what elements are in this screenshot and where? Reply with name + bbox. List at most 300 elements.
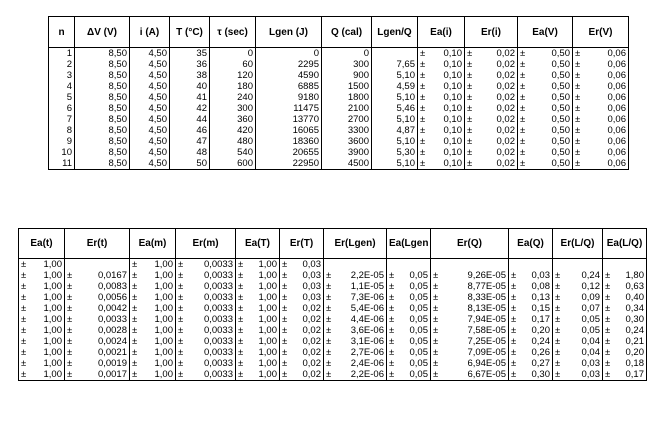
- table-cell: 60: [210, 59, 256, 70]
- cell-value: 0,03: [581, 358, 600, 369]
- table-cell: [509, 270, 553, 281]
- table-cell: [387, 347, 431, 358]
- column-header: Ea(Q): [509, 229, 553, 259]
- column-header: Ea(V): [518, 17, 573, 48]
- table-cell: [573, 92, 629, 103]
- cell-value: 0,02: [496, 125, 515, 136]
- cell-value: 0,06: [607, 81, 626, 92]
- cell-value: 0,02: [496, 114, 515, 125]
- table-cell: [19, 325, 65, 336]
- table-cell: [280, 314, 324, 325]
- plus-minus-sign: ±: [389, 281, 395, 292]
- plus-minus-sign: ±: [326, 358, 332, 369]
- plus-minus-sign: ±: [282, 292, 288, 303]
- table-row: [19, 292, 647, 303]
- cell-value: 0,50: [551, 147, 570, 158]
- plus-minus-sign: ±: [555, 292, 561, 303]
- cell-value: 0,50: [551, 103, 570, 114]
- plus-minus-sign: ±: [132, 325, 138, 336]
- cell-value: 1,00: [258, 259, 277, 270]
- table-cell: 8: [49, 125, 75, 136]
- cell-value: 2,7E-06: [350, 347, 384, 358]
- table-row: [19, 369, 647, 381]
- table-cell: [65, 325, 130, 336]
- table-cell: 38: [170, 70, 210, 81]
- table-cell: [518, 147, 573, 158]
- column-header: Ea(i): [418, 17, 465, 48]
- table-cell: [573, 59, 629, 70]
- table-cell: 44: [170, 114, 210, 125]
- cell-value: 1,00: [154, 358, 173, 369]
- column-header: Lgen (J): [256, 17, 322, 48]
- cell-value: 0,0033: [203, 292, 233, 303]
- plus-minus-sign: ±: [555, 369, 561, 380]
- table-cell: [324, 259, 387, 271]
- column-header: T (°C): [170, 17, 210, 48]
- table-row: [49, 147, 629, 158]
- table-cell: 8,50: [75, 103, 130, 114]
- plus-minus-sign: ±: [433, 292, 439, 303]
- cell-value: 1,00: [258, 325, 277, 336]
- table-row: [49, 103, 629, 114]
- cell-value: 0,10: [443, 92, 462, 103]
- table-cell: [176, 292, 236, 303]
- cell-value: 0,0042: [97, 303, 127, 314]
- cell-value: 0,02: [496, 103, 515, 114]
- column-header: Er(Q): [431, 229, 509, 259]
- column-header: Lgen/Q: [372, 17, 418, 48]
- column-header: n: [49, 17, 75, 48]
- table-cell: [130, 358, 176, 369]
- table-cell: 4,50: [130, 59, 170, 70]
- table-cell: 1: [49, 48, 75, 60]
- plus-minus-sign: ±: [389, 292, 395, 303]
- table2-header-row: [19, 229, 647, 259]
- cell-value: 0,0017: [97, 369, 127, 380]
- cell-value: 1,00: [154, 369, 173, 380]
- table-cell: [236, 281, 280, 292]
- cell-value: 0,50: [551, 125, 570, 136]
- cell-value: 0,02: [496, 48, 515, 59]
- table-cell: [19, 336, 65, 347]
- cell-value: 1,00: [43, 259, 62, 270]
- plus-minus-sign: ±: [420, 125, 426, 136]
- table-cell: [280, 303, 324, 314]
- cell-value: 2,2E-05: [350, 270, 384, 281]
- plus-minus-sign: ±: [21, 281, 27, 292]
- cell-value: 1,00: [43, 336, 62, 347]
- plus-minus-sign: ±: [21, 270, 27, 281]
- table-cell: [553, 358, 603, 369]
- plus-minus-sign: ±: [132, 292, 138, 303]
- cell-value: 1,00: [154, 259, 173, 270]
- cell-value: 0,17: [531, 314, 550, 325]
- plus-minus-sign: ±: [605, 369, 611, 380]
- cell-value: 1,00: [258, 358, 277, 369]
- table-row: [49, 158, 629, 170]
- table-cell: [324, 336, 387, 347]
- table-cell: [603, 281, 647, 292]
- table-cell: [431, 303, 509, 314]
- cell-value: 8,33E-05: [467, 292, 506, 303]
- table-cell: [431, 336, 509, 347]
- plus-minus-sign: ±: [467, 147, 473, 158]
- cell-value: 0,03: [581, 369, 600, 380]
- table-cell: [553, 336, 603, 347]
- table-cell: [509, 347, 553, 358]
- cell-value: 0,03: [302, 292, 321, 303]
- plus-minus-sign: ±: [520, 147, 526, 158]
- plus-minus-sign: ±: [178, 347, 184, 358]
- cell-value: 1,1E-05: [350, 281, 384, 292]
- table-cell: [465, 125, 518, 136]
- plus-minus-sign: ±: [433, 347, 439, 358]
- plus-minus-sign: ±: [389, 347, 395, 358]
- table-cell: [553, 303, 603, 314]
- table-cell: 4,50: [130, 70, 170, 81]
- table-cell: [553, 281, 603, 292]
- table-cell: [553, 325, 603, 336]
- plus-minus-sign: ±: [178, 314, 184, 325]
- cell-value: 0,27: [531, 358, 550, 369]
- table-cell: [130, 369, 176, 381]
- cell-value: 0,50: [551, 158, 570, 169]
- cell-value: 4,4E-06: [350, 314, 384, 325]
- plus-minus-sign: ±: [511, 270, 517, 281]
- cell-value: 0,05: [581, 325, 600, 336]
- cell-value: 0,50: [551, 81, 570, 92]
- plus-minus-sign: ±: [282, 281, 288, 292]
- plus-minus-sign: ±: [605, 358, 611, 369]
- cell-value: 0,02: [496, 70, 515, 81]
- cell-value: 6,67E-05: [467, 369, 506, 380]
- measurements-table: [48, 16, 629, 170]
- cell-value: 0,02: [496, 136, 515, 147]
- cell-value: 1,00: [258, 369, 277, 380]
- table-cell: [573, 48, 629, 60]
- table-cell: 0: [210, 48, 256, 60]
- table-cell: 480: [210, 136, 256, 147]
- plus-minus-sign: ±: [520, 136, 526, 147]
- table-cell: [553, 369, 603, 381]
- cell-value: 0,03: [302, 259, 321, 270]
- cell-value: 0,02: [302, 369, 321, 380]
- table-cell: [465, 92, 518, 103]
- cell-value: 1,00: [43, 303, 62, 314]
- table-cell: 1800: [322, 92, 372, 103]
- table-cell: [130, 347, 176, 358]
- table-cell: [573, 136, 629, 147]
- table-row: [49, 70, 629, 81]
- plus-minus-sign: ±: [282, 259, 288, 270]
- cell-value: 0,10: [443, 125, 462, 136]
- plus-minus-sign: ±: [178, 336, 184, 347]
- plus-minus-sign: ±: [467, 125, 473, 136]
- plus-minus-sign: ±: [605, 281, 611, 292]
- table-cell: [518, 136, 573, 147]
- plus-minus-sign: ±: [389, 369, 395, 380]
- cell-value: 0,0033: [203, 314, 233, 325]
- table-cell: [603, 325, 647, 336]
- table-cell: [324, 325, 387, 336]
- table-cell: 16065: [256, 125, 322, 136]
- cell-value: 1,80: [625, 270, 644, 281]
- cell-value: 0,05: [409, 292, 428, 303]
- cell-value: 2,2E-06: [350, 369, 384, 380]
- table-cell: 4,50: [130, 136, 170, 147]
- cell-value: 1,00: [154, 347, 173, 358]
- table-cell: 36: [170, 59, 210, 70]
- table-cell: [573, 81, 629, 92]
- cell-value: 0,50: [551, 92, 570, 103]
- column-header: Er(V): [573, 17, 629, 48]
- plus-minus-sign: ±: [21, 369, 27, 380]
- cell-value: 0,06: [607, 92, 626, 103]
- column-header: Ea(Lgen: [387, 229, 431, 259]
- table-cell: 7: [49, 114, 75, 125]
- table-cell: 47: [170, 136, 210, 147]
- cell-value: 0,05: [409, 281, 428, 292]
- table-cell: [176, 347, 236, 358]
- table-cell: 8,50: [75, 48, 130, 60]
- table-cell: [553, 347, 603, 358]
- table-cell: [176, 281, 236, 292]
- plus-minus-sign: ±: [326, 325, 332, 336]
- table-cell: 7,65: [372, 59, 418, 70]
- plus-minus-sign: ±: [575, 147, 581, 158]
- plus-minus-sign: ±: [511, 325, 517, 336]
- table-cell: 8,50: [75, 158, 130, 170]
- table-cell: [280, 270, 324, 281]
- table-row: [49, 92, 629, 103]
- table-cell: [280, 347, 324, 358]
- cell-value: 1,00: [43, 347, 62, 358]
- plus-minus-sign: ±: [555, 303, 561, 314]
- plus-minus-sign: ±: [132, 314, 138, 325]
- table-cell: [431, 347, 509, 358]
- plus-minus-sign: ±: [575, 59, 581, 70]
- plus-minus-sign: ±: [178, 358, 184, 369]
- table-cell: [509, 336, 553, 347]
- plus-minus-sign: ±: [467, 81, 473, 92]
- table-cell: [324, 270, 387, 281]
- table-cell: 540: [210, 147, 256, 158]
- table1-header-row: [49, 17, 629, 48]
- table-cell: 4,59: [372, 81, 418, 92]
- table-cell: 8,50: [75, 114, 130, 125]
- cell-value: 0,40: [625, 292, 644, 303]
- table-cell: [130, 314, 176, 325]
- plus-minus-sign: ±: [21, 259, 27, 270]
- table-cell: 9180: [256, 92, 322, 103]
- cell-value: 0,02: [496, 147, 515, 158]
- cell-value: 0,08: [531, 281, 550, 292]
- plus-minus-sign: ±: [420, 103, 426, 114]
- cell-value: 0,24: [581, 270, 600, 281]
- table-cell: 8,50: [75, 70, 130, 81]
- table-cell: [418, 158, 465, 170]
- plus-minus-sign: ±: [67, 369, 73, 380]
- plus-minus-sign: ±: [575, 92, 581, 103]
- table-cell: 2100: [322, 103, 372, 114]
- table-row: [49, 136, 629, 147]
- plus-minus-sign: ±: [238, 259, 244, 270]
- cell-value: 1,00: [43, 314, 62, 325]
- cell-value: 0,0167: [97, 270, 127, 281]
- cell-value: 0,06: [607, 70, 626, 81]
- cell-value: 3,6E-06: [350, 325, 384, 336]
- cell-value: 1,00: [154, 281, 173, 292]
- table-cell: [176, 259, 236, 271]
- table-cell: [431, 369, 509, 381]
- table-cell: [236, 369, 280, 381]
- table-cell: [509, 369, 553, 381]
- plus-minus-sign: ±: [511, 369, 517, 380]
- table-cell: 4500: [322, 158, 372, 170]
- table-cell: [573, 103, 629, 114]
- table-cell: [518, 92, 573, 103]
- table-cell: [65, 281, 130, 292]
- cell-value: 0,05: [409, 314, 428, 325]
- plus-minus-sign: ±: [433, 281, 439, 292]
- table-cell: 10: [49, 147, 75, 158]
- cell-value: 0,03: [302, 270, 321, 281]
- table-cell: [418, 114, 465, 125]
- column-header: τ (sec): [210, 17, 256, 48]
- table-cell: [19, 270, 65, 281]
- cell-value: 0,20: [531, 325, 550, 336]
- plus-minus-sign: ±: [326, 347, 332, 358]
- table-row: [19, 270, 647, 281]
- cell-value: 7,09E-05: [467, 347, 506, 358]
- plus-minus-sign: ±: [326, 314, 332, 325]
- plus-minus-sign: ±: [389, 325, 395, 336]
- cell-value: 0,12: [581, 281, 600, 292]
- column-header: Er(m): [176, 229, 236, 259]
- table-cell: 3600: [322, 136, 372, 147]
- table-cell: [176, 336, 236, 347]
- plus-minus-sign: ±: [282, 314, 288, 325]
- plus-minus-sign: ±: [21, 325, 27, 336]
- table-cell: [431, 314, 509, 325]
- table-cell: [573, 125, 629, 136]
- cell-value: 0,04: [581, 347, 600, 358]
- table-cell: 300: [322, 59, 372, 70]
- cell-value: 0,50: [551, 136, 570, 147]
- cell-value: 0,02: [302, 303, 321, 314]
- cell-value: 0,0033: [203, 270, 233, 281]
- table-cell: [518, 158, 573, 170]
- table-cell: [573, 158, 629, 170]
- column-header: Er(L/Q): [553, 229, 603, 259]
- table-cell: 5: [49, 92, 75, 103]
- table-cell: [603, 358, 647, 369]
- cell-value: 1,00: [154, 314, 173, 325]
- table-cell: [176, 314, 236, 325]
- plus-minus-sign: ±: [520, 125, 526, 136]
- plus-minus-sign: ±: [605, 292, 611, 303]
- table-cell: 4,50: [130, 92, 170, 103]
- table-cell: [65, 292, 130, 303]
- table-cell: [65, 259, 130, 271]
- table-cell: 5,10: [372, 70, 418, 81]
- plus-minus-sign: ±: [67, 336, 73, 347]
- cell-value: 0,10: [443, 158, 462, 169]
- table-cell: 42: [170, 103, 210, 114]
- table-cell: 420: [210, 125, 256, 136]
- table-row: [49, 125, 629, 136]
- plus-minus-sign: ±: [132, 369, 138, 380]
- table-cell: [387, 314, 431, 325]
- cell-value: 7,58E-05: [467, 325, 506, 336]
- plus-minus-sign: ±: [555, 270, 561, 281]
- table-cell: 4: [49, 81, 75, 92]
- plus-minus-sign: ±: [420, 158, 426, 169]
- table-row: [19, 303, 647, 314]
- table-cell: [465, 136, 518, 147]
- plus-minus-sign: ±: [555, 336, 561, 347]
- table-cell: [176, 325, 236, 336]
- plus-minus-sign: ±: [511, 336, 517, 347]
- table-cell: 240: [210, 92, 256, 103]
- table-cell: [130, 292, 176, 303]
- table-cell: [65, 358, 130, 369]
- table-cell: [236, 358, 280, 369]
- table-cell: 600: [210, 158, 256, 170]
- table-cell: [130, 325, 176, 336]
- cell-value: 0,03: [302, 281, 321, 292]
- table-cell: [431, 259, 509, 271]
- plus-minus-sign: ±: [282, 270, 288, 281]
- plus-minus-sign: ±: [555, 281, 561, 292]
- plus-minus-sign: ±: [178, 281, 184, 292]
- cell-value: 0,09: [581, 292, 600, 303]
- cell-value: 1,00: [43, 369, 62, 380]
- cell-value: 0,10: [443, 81, 462, 92]
- plus-minus-sign: ±: [420, 70, 426, 81]
- table-cell: [431, 358, 509, 369]
- plus-minus-sign: ±: [238, 369, 244, 380]
- plus-minus-sign: ±: [467, 70, 473, 81]
- plus-minus-sign: ±: [326, 292, 332, 303]
- plus-minus-sign: ±: [467, 48, 473, 59]
- table-cell: [573, 147, 629, 158]
- table-cell: [418, 48, 465, 60]
- plus-minus-sign: ±: [238, 314, 244, 325]
- table-cell: [19, 314, 65, 325]
- plus-minus-sign: ±: [67, 292, 73, 303]
- table-cell: [553, 292, 603, 303]
- cell-value: 0,0021: [97, 347, 127, 358]
- table-cell: 0: [322, 48, 372, 60]
- column-header: Q (cal): [322, 17, 372, 48]
- cell-value: 0,50: [551, 114, 570, 125]
- plus-minus-sign: ±: [575, 81, 581, 92]
- cell-value: 0,17: [625, 369, 644, 380]
- cell-value: 0,06: [607, 125, 626, 136]
- table-cell: [236, 314, 280, 325]
- plus-minus-sign: ±: [575, 114, 581, 125]
- table-cell: [603, 292, 647, 303]
- cell-value: 1,00: [43, 292, 62, 303]
- plus-minus-sign: ±: [389, 303, 395, 314]
- plus-minus-sign: ±: [238, 270, 244, 281]
- table-cell: 0: [256, 48, 322, 60]
- table-cell: [418, 103, 465, 114]
- plus-minus-sign: ±: [132, 259, 138, 270]
- plus-minus-sign: ±: [520, 81, 526, 92]
- table-row: [19, 347, 647, 358]
